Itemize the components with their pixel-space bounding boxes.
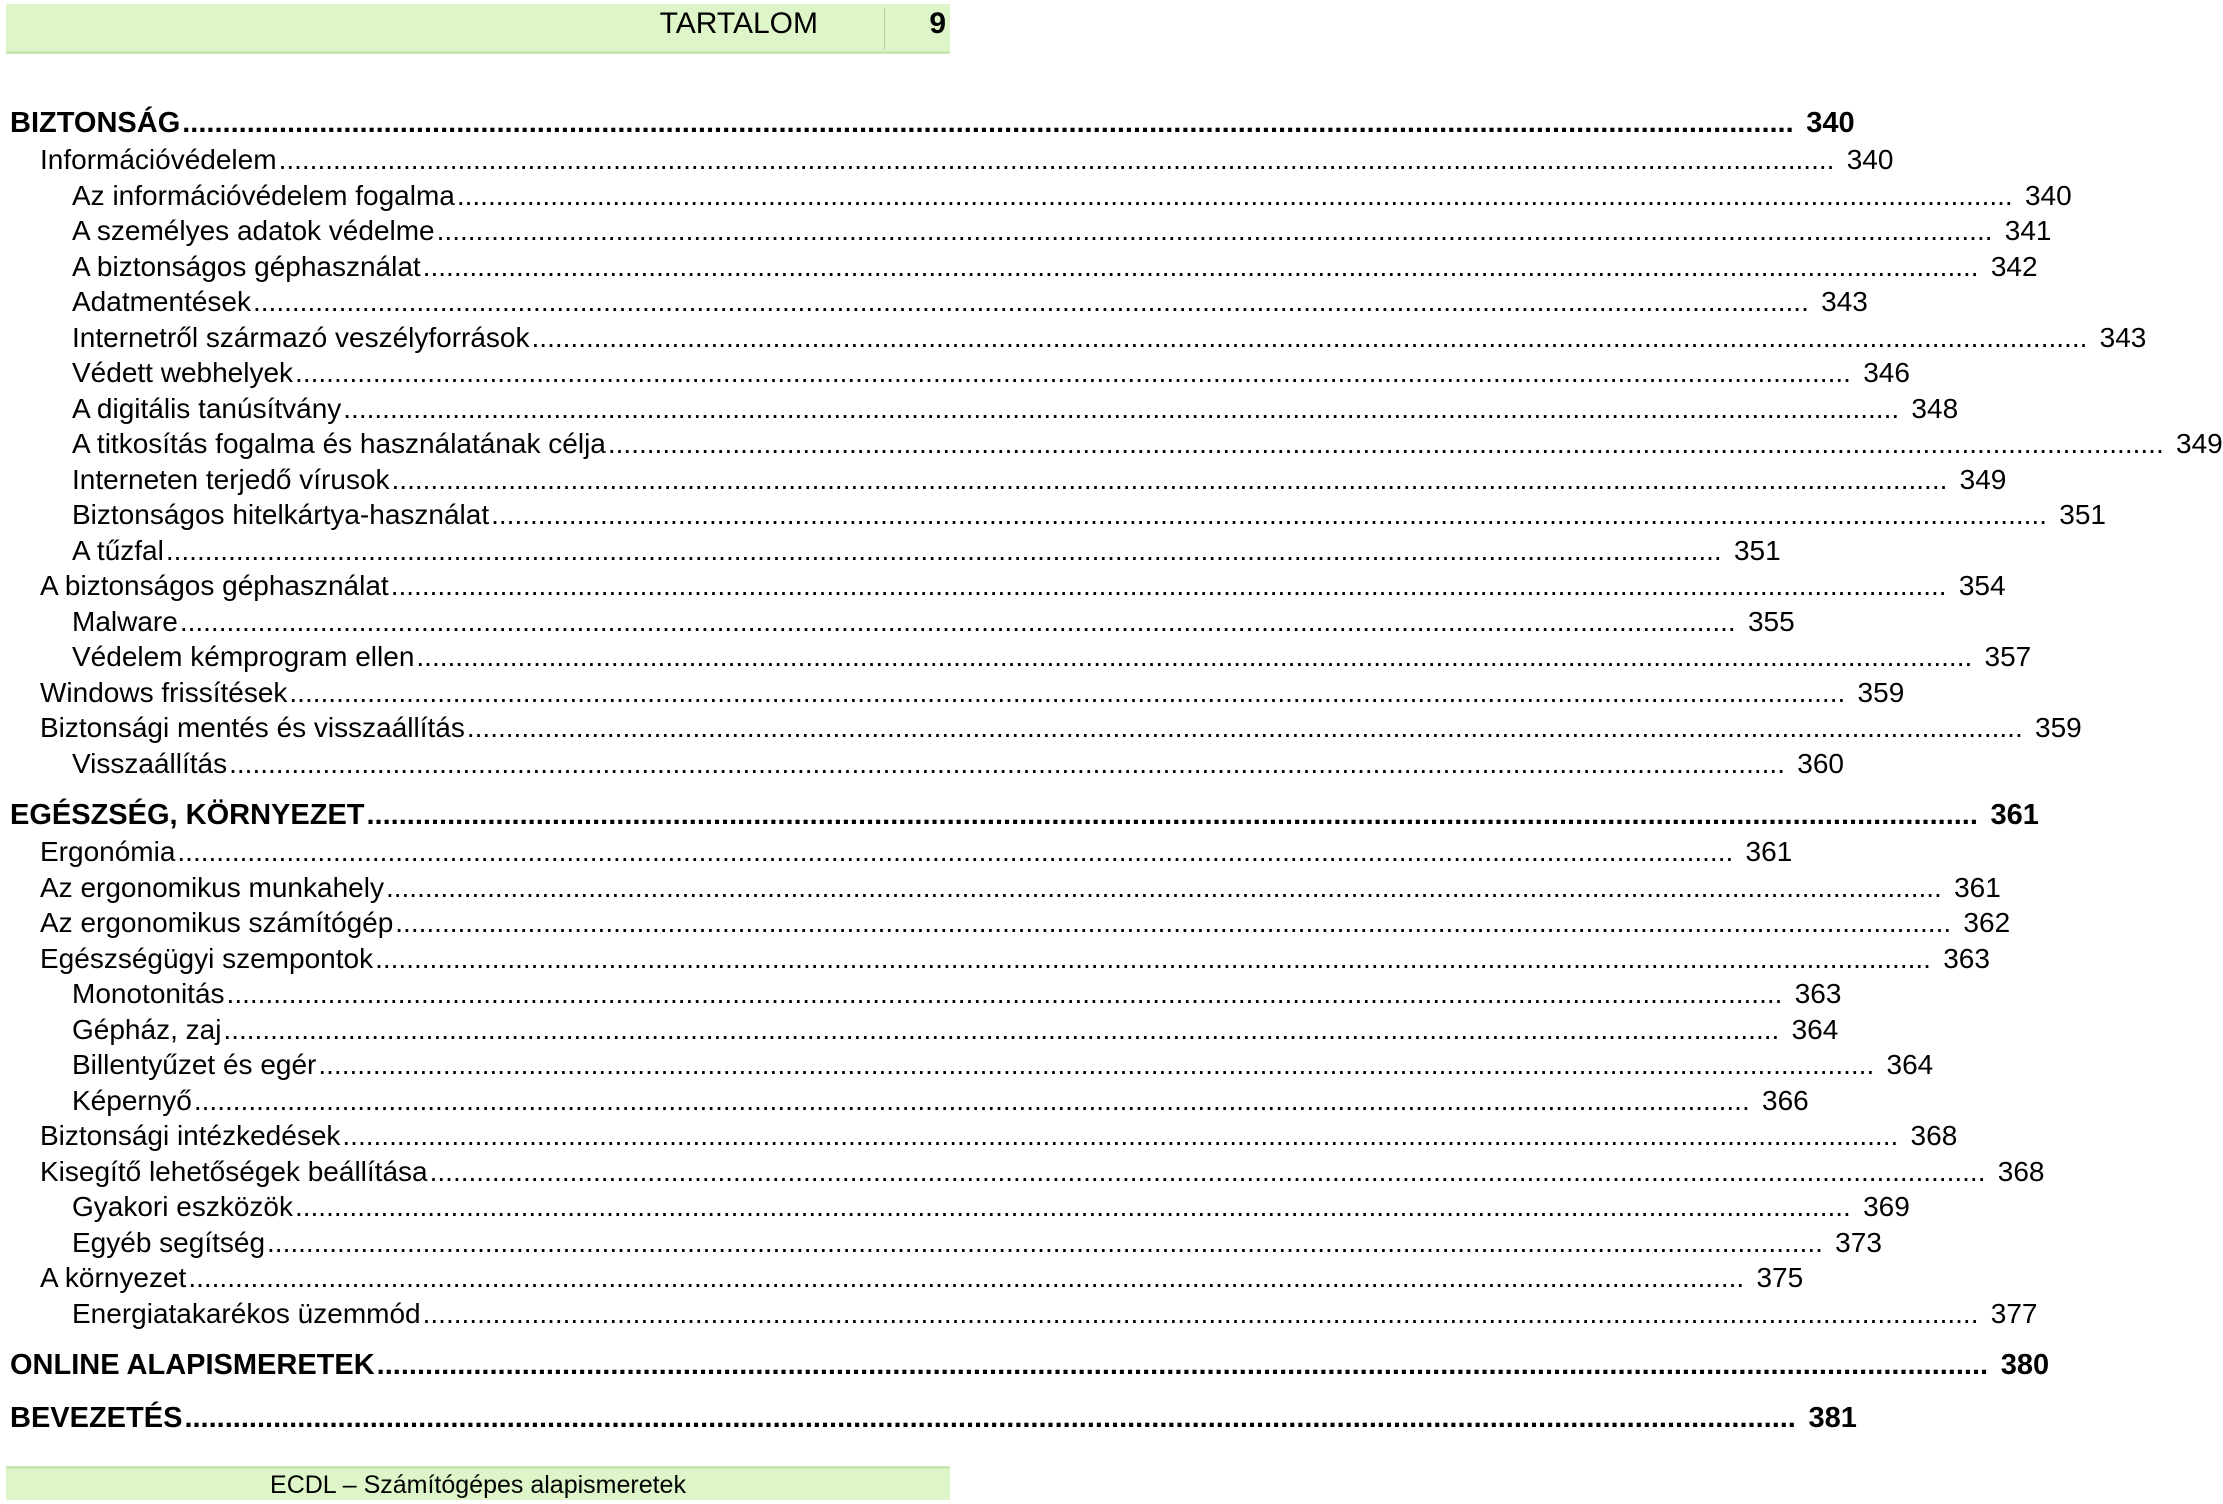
toc-dot-leader: ........................................................................................................................................................................................................ [422, 250, 1979, 282]
toc-dot-leader: ........................................................................................................................................................................................................ [531, 321, 2088, 353]
toc-entry[interactable] [0, 462, 2007, 498]
toc-entry-page: 340 [1846, 144, 1894, 175]
toc-entry[interactable] [0, 675, 1905, 711]
toc-entry[interactable] [0, 1154, 2045, 1190]
toc-entry-title: Ergonómia [40, 836, 176, 867]
toc-dot-leader: ........................................................................................................................................................................................................ [395, 907, 1952, 938]
toc-dot-leader: ........................................................................................................................................................................................................ [177, 836, 1734, 867]
toc-entry-page: 346 [1863, 357, 1910, 388]
toc-entry-title: Egyéb segítség [72, 1226, 266, 1258]
toc-entry-title: A tűzfal [72, 534, 164, 566]
toc-entry-page: 349 [1959, 463, 2007, 495]
toc-entry-page: 377 [1990, 1297, 2038, 1329]
toc-entry[interactable] [0, 746, 1844, 782]
toc-dot-leader: ........................................................................................................................................................................................................ [188, 1262, 1745, 1293]
toc-entry-page: 343 [2099, 321, 2147, 353]
toc-entry[interactable] [0, 797, 2039, 833]
toc-entry-page: 375 [1756, 1262, 1804, 1293]
toc-entry-page: 354 [1958, 570, 2006, 601]
toc-dot-leader: ........................................................................................................................................................................................................ [223, 1013, 1780, 1045]
toc-dot-leader: ........................................................................................................................................................................................................ [390, 570, 1947, 601]
toc-entry-title: ONLINE ALAPISMERETEK [10, 1349, 375, 1381]
toc-entry-title: Energiatakarékos üzemmód [72, 1297, 421, 1329]
toc-entry[interactable] [0, 834, 1793, 870]
toc-dot-leader: ........................................................................................................................................................................................................ [318, 1049, 1875, 1080]
toc-dot-leader: ........................................................................................................................................................................................................ [607, 428, 2164, 459]
toc-entry-page: 364 [1791, 1013, 1839, 1045]
toc-entry-page: 361 [1954, 871, 2001, 903]
toc-entry-title: Védelem kémprogram ellen [72, 641, 415, 672]
toc-entry-page: 363 [1943, 942, 1990, 974]
toc-dot-leader: ........................................................................................................................................................................................................ [226, 978, 1783, 1009]
toc-entry-title: Biztonsági intézkedések [40, 1120, 341, 1151]
toc-dot-leader: ........................................................................................................................................................................................................ [184, 1402, 1796, 1434]
toc-entry-title: Monotonitás [72, 978, 225, 1009]
toc-entry-title: Windows frissítések [40, 676, 288, 708]
header-title: TARTALOM [659, 7, 818, 40]
toc-dot-leader: ........................................................................................................................................................................................................ [289, 676, 1846, 708]
toc-entry-page: 348 [1911, 392, 1959, 424]
toc-entry[interactable] [0, 320, 2147, 356]
toc-entry[interactable] [0, 178, 2072, 214]
toc-entry-title: Gyakori eszközök [72, 1191, 293, 1222]
toc-entry[interactable] [0, 284, 1868, 320]
toc-entry[interactable] [0, 976, 1842, 1012]
toc-entry-page: 373 [1835, 1226, 1882, 1258]
toc-dot-leader: ........................................................................................................................................................................................................ [294, 1191, 1851, 1222]
toc-entry-page: 357 [1984, 641, 2032, 672]
toc-entry-page: 368 [1997, 1155, 2045, 1187]
toc-entry[interactable] [0, 426, 2223, 462]
toc-entry[interactable] [0, 639, 2032, 675]
toc-dot-leader: ........................................................................................................................................................................................................ [278, 144, 1835, 175]
toc-dot-leader: ........................................................................................................................................................................................................ [193, 1084, 1750, 1116]
toc-entry-page: 355 [1747, 605, 1795, 637]
toc-dot-leader: ........................................................................................................................................................................................................ [491, 499, 2047, 530]
toc-entry-title: Biztonságos hitelkártya-használat [72, 499, 490, 530]
toc-dot-leader: ........................................................................................................................................................................................................ [436, 215, 1993, 246]
header-page-number: 9 [929, 7, 946, 40]
toc-entry-title: Egészségügyi szempontok [40, 942, 374, 974]
toc-entry-page: 366 [1762, 1084, 1809, 1116]
toc-entry[interactable] [0, 105, 1855, 141]
toc-dot-leader: ........................................................................................................................................................................................................ [466, 712, 2023, 743]
toc-dot-leader: ........................................................................................................................................................................................................ [376, 1349, 1989, 1381]
toc-entry[interactable] [0, 1083, 1809, 1119]
toc-entry-title: Kisegítő lehetőségek beállítása [40, 1155, 428, 1187]
toc-entry-title: Adatmentések [72, 286, 251, 317]
page-footer: ECDL – Számítógépes alapismeretek [6, 1466, 950, 1500]
toc-entry[interactable] [0, 1296, 2038, 1332]
toc-dot-leader: ........................................................................................................................................................................................................ [342, 1120, 1899, 1151]
toc-entry-title: A biztonságos géphasználat [72, 250, 421, 282]
toc-entry-title: A titkosítás fogalma és használatának célja [72, 428, 606, 459]
toc-entry[interactable] [0, 1400, 1857, 1436]
toc-entry[interactable] [0, 710, 2082, 746]
toc-entry-page: 343 [1821, 286, 1868, 317]
toc-dot-leader: ........................................................................................................................................................................................................ [165, 534, 1722, 566]
toc-entry[interactable] [0, 870, 2001, 906]
toc-dot-leader: ........................................................................................................................................................................................................ [179, 605, 1736, 637]
toc-dot-leader: ........................................................................................................................................................................................................ [375, 942, 1931, 974]
toc-entry[interactable] [0, 1225, 1882, 1261]
toc-entry[interactable] [0, 1012, 1839, 1048]
toc-entry[interactable] [0, 391, 1959, 427]
toc-entry-title: Képernyő [72, 1084, 192, 1116]
toc-entry-title: A digitális tanúsítvány [72, 392, 342, 424]
toc-entry[interactable] [0, 355, 1910, 391]
toc-dot-leader: ........................................................................................................................................................................................................ [295, 357, 1851, 388]
toc-entry[interactable] [0, 568, 2006, 604]
toc-entry-page: 381 [1808, 1402, 1857, 1434]
toc-dot-leader: ........................................................................................................................................................................................................ [229, 747, 1785, 779]
toc-dot-leader: ........................................................................................................................................................................................................ [429, 1155, 1986, 1187]
toc-entry-title: Gépház, zaj [72, 1013, 222, 1045]
toc-dot-leader: ........................................................................................................................................................................................................ [267, 1226, 1823, 1258]
toc-entry-page: 368 [1910, 1120, 1958, 1151]
toc-dot-leader: ........................................................................................................................................................................................................ [343, 392, 1900, 424]
toc-entry[interactable] [0, 497, 2106, 533]
toc-entry-page: 359 [2035, 712, 2082, 743]
toc-entry[interactable] [0, 1118, 1958, 1154]
toc-dot-leader: ........................................................................................................................................................................................................ [456, 179, 2013, 211]
toc-entry-title: Visszaállítás [72, 747, 228, 779]
toc-entry-title: A biztonságos géphasználat [40, 570, 389, 601]
toc-entry[interactable] [0, 1047, 1934, 1083]
toc-entry-title: Biztonsági mentés és visszaállítás [40, 712, 465, 743]
toc-entry[interactable] [0, 142, 1894, 178]
toc-entry-page: 364 [1886, 1049, 1934, 1080]
toc-entry-page: 340 [1806, 107, 1855, 139]
toc-entry-page: 380 [2000, 1349, 2050, 1381]
toc-dot-leader: ........................................................................................................................................................................................................ [385, 871, 1942, 903]
toc-entry-title: A személyes adatok védelme [72, 215, 435, 246]
toc-entry-title: Az ergonomikus munkahely [40, 871, 384, 903]
toc-entry-title: Információvédelem [40, 144, 277, 175]
toc-entry-title: Interneten terjedő vírusok [72, 463, 390, 495]
toc-entry-page: 342 [1990, 250, 2038, 282]
toc-entry-page: 369 [1863, 1191, 1910, 1222]
toc-entry-title: Malware [72, 605, 178, 637]
toc-entry-page: 360 [1797, 747, 1844, 779]
toc-entry-page: 361 [1990, 799, 2039, 831]
toc-entry-page: 349 [2176, 428, 2223, 459]
toc-entry-page: 351 [2059, 499, 2106, 530]
toc-entry-page: 363 [1794, 978, 1842, 1009]
toc-dot-leader: ........................................................................................................................................................................................................ [182, 107, 1794, 139]
toc-entry-title: Billentyűzet és egér [72, 1049, 317, 1080]
toc-entry[interactable] [0, 941, 1990, 977]
toc-dot-leader: ........................................................................................................................................................................................................ [391, 463, 1948, 495]
toc-entry-page: 361 [1745, 836, 1793, 867]
toc-entry-title: Internetről származó veszélyforrások [72, 321, 530, 353]
toc-entry[interactable] [0, 213, 2052, 249]
toc-dot-leader: ........................................................................................................................................................................................................ [253, 286, 1809, 317]
toc-entry[interactable] [0, 249, 2038, 285]
toc-entry-page: 351 [1733, 534, 1781, 566]
toc-dot-leader: ........................................................................................................................................................................................................ [422, 1297, 1979, 1329]
toc-entry-page: 341 [2004, 215, 2052, 246]
toc-entry-title: EGÉSZSÉG, KÖRNYEZET [10, 799, 365, 831]
toc-entry-title: Az információvédelem fogalma [72, 179, 455, 211]
toc-entry[interactable] [0, 533, 1781, 569]
toc-dot-leader: ........................................................................................................................................................................................................ [416, 641, 1973, 672]
toc-entry[interactable] [0, 1189, 1910, 1225]
toc-entry[interactable] [0, 1260, 1804, 1296]
toc-entry-page: 362 [1963, 907, 2011, 938]
toc-entry-page: 340 [2024, 179, 2072, 211]
toc-entry-title: BIZTONSÁG [10, 107, 181, 139]
toc-entry-title: Védett webhelyek [72, 357, 294, 388]
toc-entry-title: BEVEZETÉS [10, 1402, 183, 1434]
toc-entry-title: Az ergonomikus számítógép [40, 907, 394, 938]
toc-entry[interactable] [0, 1347, 2050, 1383]
toc-entry[interactable] [0, 604, 1795, 640]
toc-dot-leader: ........................................................................................................................................................................................................ [366, 799, 1978, 831]
toc-entry-title: A környezet [40, 1262, 187, 1293]
toc-entry[interactable] [0, 905, 2011, 941]
toc-entry-page: 359 [1857, 676, 1905, 708]
